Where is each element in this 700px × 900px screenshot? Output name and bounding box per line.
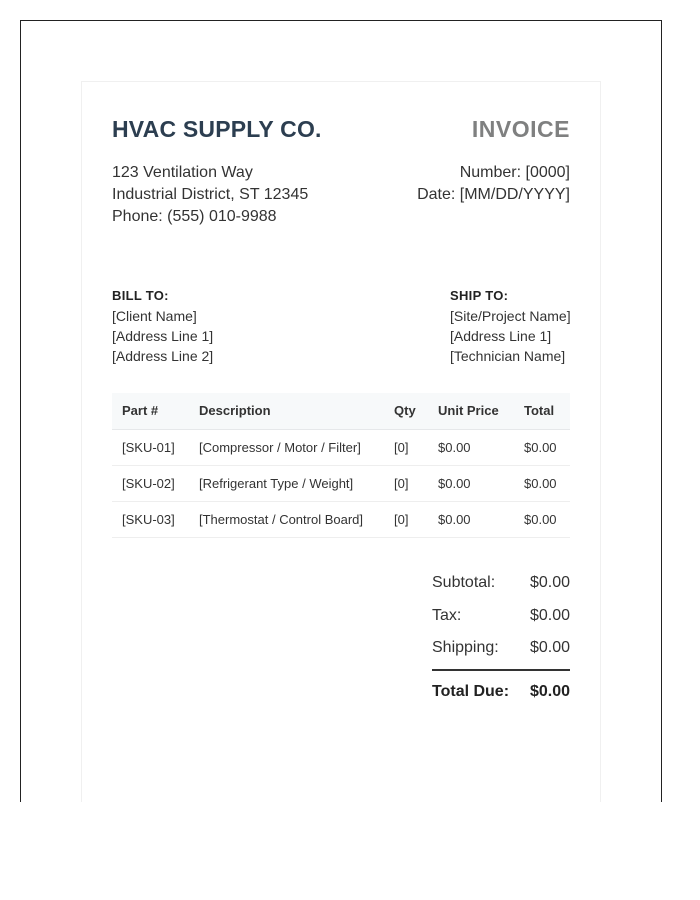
cell-unit-price: $0.00 bbox=[428, 501, 514, 537]
total-due-row bbox=[432, 681, 570, 703]
company-address bbox=[112, 162, 308, 228]
totals-divider bbox=[432, 669, 570, 671]
cell-total: $0.00 bbox=[514, 465, 570, 501]
ship-to-site-name: [Site/Project Name] bbox=[450, 308, 571, 324]
cell-description: [Thermostat / Control Board] bbox=[189, 501, 384, 537]
ship-to-block bbox=[450, 286, 571, 366]
total-due-value: $0.00 bbox=[529, 682, 570, 700]
table-header-row bbox=[112, 393, 570, 429]
cell-total: $0.00 bbox=[514, 501, 570, 537]
total-due-label: Total Due: bbox=[432, 682, 510, 700]
tax-label: Tax: bbox=[432, 606, 462, 624]
address-line-2: Industrial District, ST 12345 bbox=[112, 186, 309, 203]
shipping-row bbox=[432, 635, 570, 668]
cell-qty: [0] bbox=[384, 501, 428, 537]
cell-description: [Compressor / Motor / Filter] bbox=[189, 429, 384, 465]
ship-to-technician: [Technician Name] bbox=[450, 348, 566, 364]
cell-unit-price: $0.00 bbox=[428, 465, 514, 501]
cell-total: $0.00 bbox=[514, 429, 570, 465]
shipping-label: Shipping: bbox=[432, 639, 499, 656]
cell-unit-price: $0.00 bbox=[428, 429, 514, 465]
invoice-number: Number: [0000] bbox=[459, 164, 570, 181]
cell-description: [Refrigerant Type / Weight] bbox=[189, 465, 384, 501]
cell-qty: [0] bbox=[384, 429, 428, 465]
company-phone: Phone: (555) 010-9988 bbox=[112, 208, 277, 225]
bill-to-block bbox=[112, 286, 213, 366]
subtotal-label: Subtotal: bbox=[432, 574, 496, 591]
tax-row bbox=[432, 603, 570, 636]
cell-qty: [0] bbox=[384, 465, 428, 501]
line-items-table bbox=[112, 393, 570, 538]
address-line-1: 123 Ventilation Way bbox=[112, 164, 253, 181]
column-header-unit-price: Unit Price bbox=[428, 393, 514, 429]
table-row bbox=[112, 501, 570, 537]
shipping-value: $0.00 bbox=[529, 639, 570, 656]
tax-value: $0.00 bbox=[529, 606, 570, 624]
ship-to-label: SHIP TO: bbox=[450, 288, 509, 303]
bill-to-address-line-1: [Address Line 1] bbox=[112, 328, 214, 344]
cell-part: [SKU-02] bbox=[112, 465, 189, 501]
totals-block bbox=[432, 570, 570, 703]
cell-part: [SKU-01] bbox=[112, 429, 189, 465]
table-row bbox=[112, 429, 570, 465]
invoice-title: INVOICE bbox=[471, 116, 570, 142]
column-header-part: Part # bbox=[112, 393, 189, 429]
subtotal-value: $0.00 bbox=[529, 574, 570, 591]
bill-to-address-line-2: [Address Line 2] bbox=[112, 348, 214, 364]
bill-to-client-name: [Client Name] bbox=[112, 308, 197, 324]
ship-to-address-line-1: [Address Line 1] bbox=[450, 328, 552, 344]
column-header-qty: Qty bbox=[384, 393, 428, 429]
column-header-description: Description bbox=[189, 393, 384, 429]
company-name: HVAC SUPPLY CO. bbox=[112, 116, 322, 142]
invoice-meta bbox=[417, 162, 570, 206]
invoice-date: Date: [MM/DD/YYYY] bbox=[417, 186, 570, 203]
column-header-total: Total bbox=[514, 393, 570, 429]
bill-to-label: BILL TO: bbox=[112, 288, 169, 303]
table-row bbox=[112, 465, 570, 501]
cell-part: [SKU-03] bbox=[112, 501, 189, 537]
subtotal-row bbox=[432, 570, 570, 603]
